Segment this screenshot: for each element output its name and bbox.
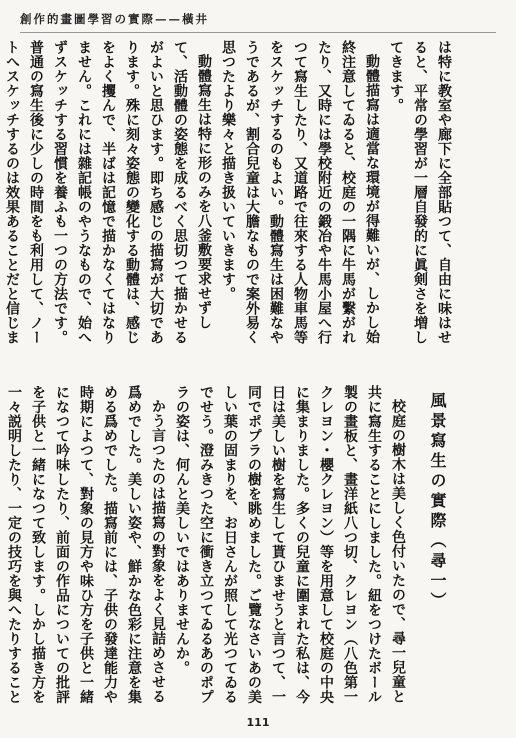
lower-paragraph: かう言つたのは描寫の對象をよく見詰めさせる爲めでした。美しい姿や、鮮かな色彩に注意を集める爲めでした。描寫前には、子供の發達能力や時期によつて、對象の見方や味ひ方を子供と一緒になつて吟味したり、前面の作品についての批評を子供と一緒になつて致します。しかし描き方を一々説明したり、一定の技巧を與へたりすること	[6, 385, 166, 704]
lower-paragraph: 校庭の樹木は美しく色付いたので、尋一兒童と共に寫生することにしました。紐をつけたボール製の畫板と、畫洋紙八つ切、クレヨン（八色第一クレヨン・櫻クレヨン）等を用意して校庭の中央に集まりました。多くの兒童に圍まれた私は、今日は美しい樹を寫生して貰ひませうと言つて、一同でポプラの樹を眺めました。ご覽なさいあの美しい葉の固まりを、お日さんが照して光つてゐるでせう。澄みきつた空に衝き立つてゐるあのポプラの姿は、何んと美しいではありませんか。	[174, 385, 406, 704]
upper-paragraph: は特に教室や廊下に全部貼つて、自由に味はせると、平常の學習が一層自發的に眞剣さを増してきます。	[388, 40, 452, 345]
lower-text-block	[6, 385, 410, 707]
upper-paragraph: 動體描寫は適當な環境が得難いが、しかし始終注意してゐると、校庭の一隅に牛馬が繫がれたり、又時には學校附近の鍛冶や牛馬小屋へ行つて寫生したり、又道路で往來する人物車馬等をスケッチするのもよい。動體寫生は困難なやうであるが、割合兒童は大膽なもので案外易く思つたより樂々と描き扱いていきます。	[220, 40, 380, 345]
upper-text-block	[4, 40, 456, 353]
page-number: 111	[246, 716, 270, 729]
upper-paragraph: 動體寫生は特に形のみを八釜敷要求せずして、活動體の姿態を成るべく思切つて描かせるがよいと思ひます。即ち感じの描寫が大切であります。殊に刻々姿態の變化する動體は、感じをよく攫んで、半ばは記憶で描かなくてはなりません。これには雜記帳のやうなもので、始へずスケッチする習慣を養ふも一つの方法です。普通の寫生後に少しの時間をも利用して、ノートへスケッチするのは效果あることだと信じま	[4, 40, 212, 345]
section-heading: 風景寫生の實際（尋一）	[428, 392, 447, 612]
running-title: 創作的畫圖學習の實際——橫井	[20, 12, 209, 26]
header-rule	[20, 32, 496, 33]
